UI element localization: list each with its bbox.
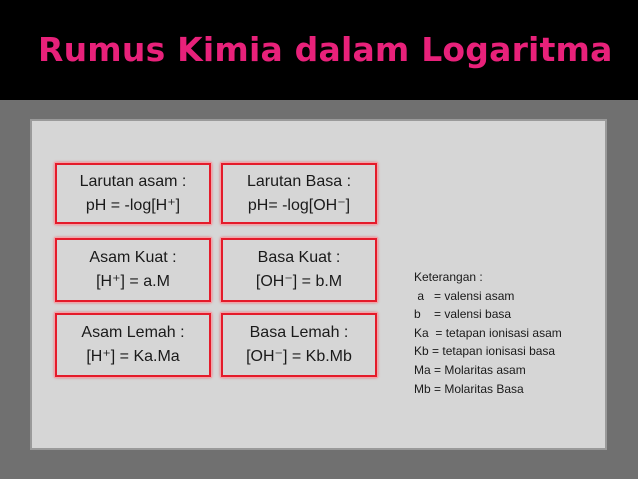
- keterangan-item: Kb = tetapan ionisasi basa: [414, 344, 556, 359]
- larutan-asam-formula: pH = -log[H⁺]: [85, 196, 181, 214]
- keterangan-legend: [414, 268, 562, 398]
- asam-lemah-formula: [H⁺] = Ka.Ma: [86, 348, 180, 365]
- keterangan-item: b = valensi basa: [414, 307, 512, 322]
- basa-lemah-label: Basa Lemah :: [249, 324, 349, 341]
- asam-lemah-label: Asam Lemah :: [81, 324, 185, 341]
- larutan-asam-label: Larutan asam :: [79, 172, 187, 190]
- keterangan-item: a = valensi asam: [414, 288, 515, 303]
- basa-kuat-box: [221, 238, 377, 302]
- keterangan-heading: Keterangan :: [414, 270, 483, 284]
- title-bar: [0, 0, 638, 100]
- asam-kuat-box: [55, 238, 211, 302]
- keterangan-item: Mb = Molaritas Basa: [414, 381, 524, 396]
- larutan-basa-formula: pH= -log[OH⁻]: [247, 196, 351, 214]
- basa-lemah-formula: [OH⁻] = Kb.Mb: [246, 348, 352, 365]
- basa-kuat-formula: [OH⁻] = b.M: [255, 273, 343, 290]
- keterangan-item: Ka = tetapan ionisasi asam: [414, 325, 562, 340]
- basa-kuat-label: Basa Kuat :: [257, 249, 341, 266]
- larutan-basa-box: [221, 163, 377, 224]
- asam-kuat-label: Asam Kuat :: [89, 249, 177, 266]
- keterangan-item: Ma = Molaritas asam: [414, 362, 526, 377]
- asam-lemah-box: [55, 313, 211, 377]
- slide-title: Rumus Kimia dalam Logaritma: [38, 30, 613, 69]
- larutan-asam-box: [55, 163, 211, 224]
- basa-lemah-box: [221, 313, 377, 377]
- asam-kuat-formula: [H⁺] = a.M: [96, 273, 170, 290]
- larutan-basa-label: Larutan Basa :: [246, 172, 352, 190]
